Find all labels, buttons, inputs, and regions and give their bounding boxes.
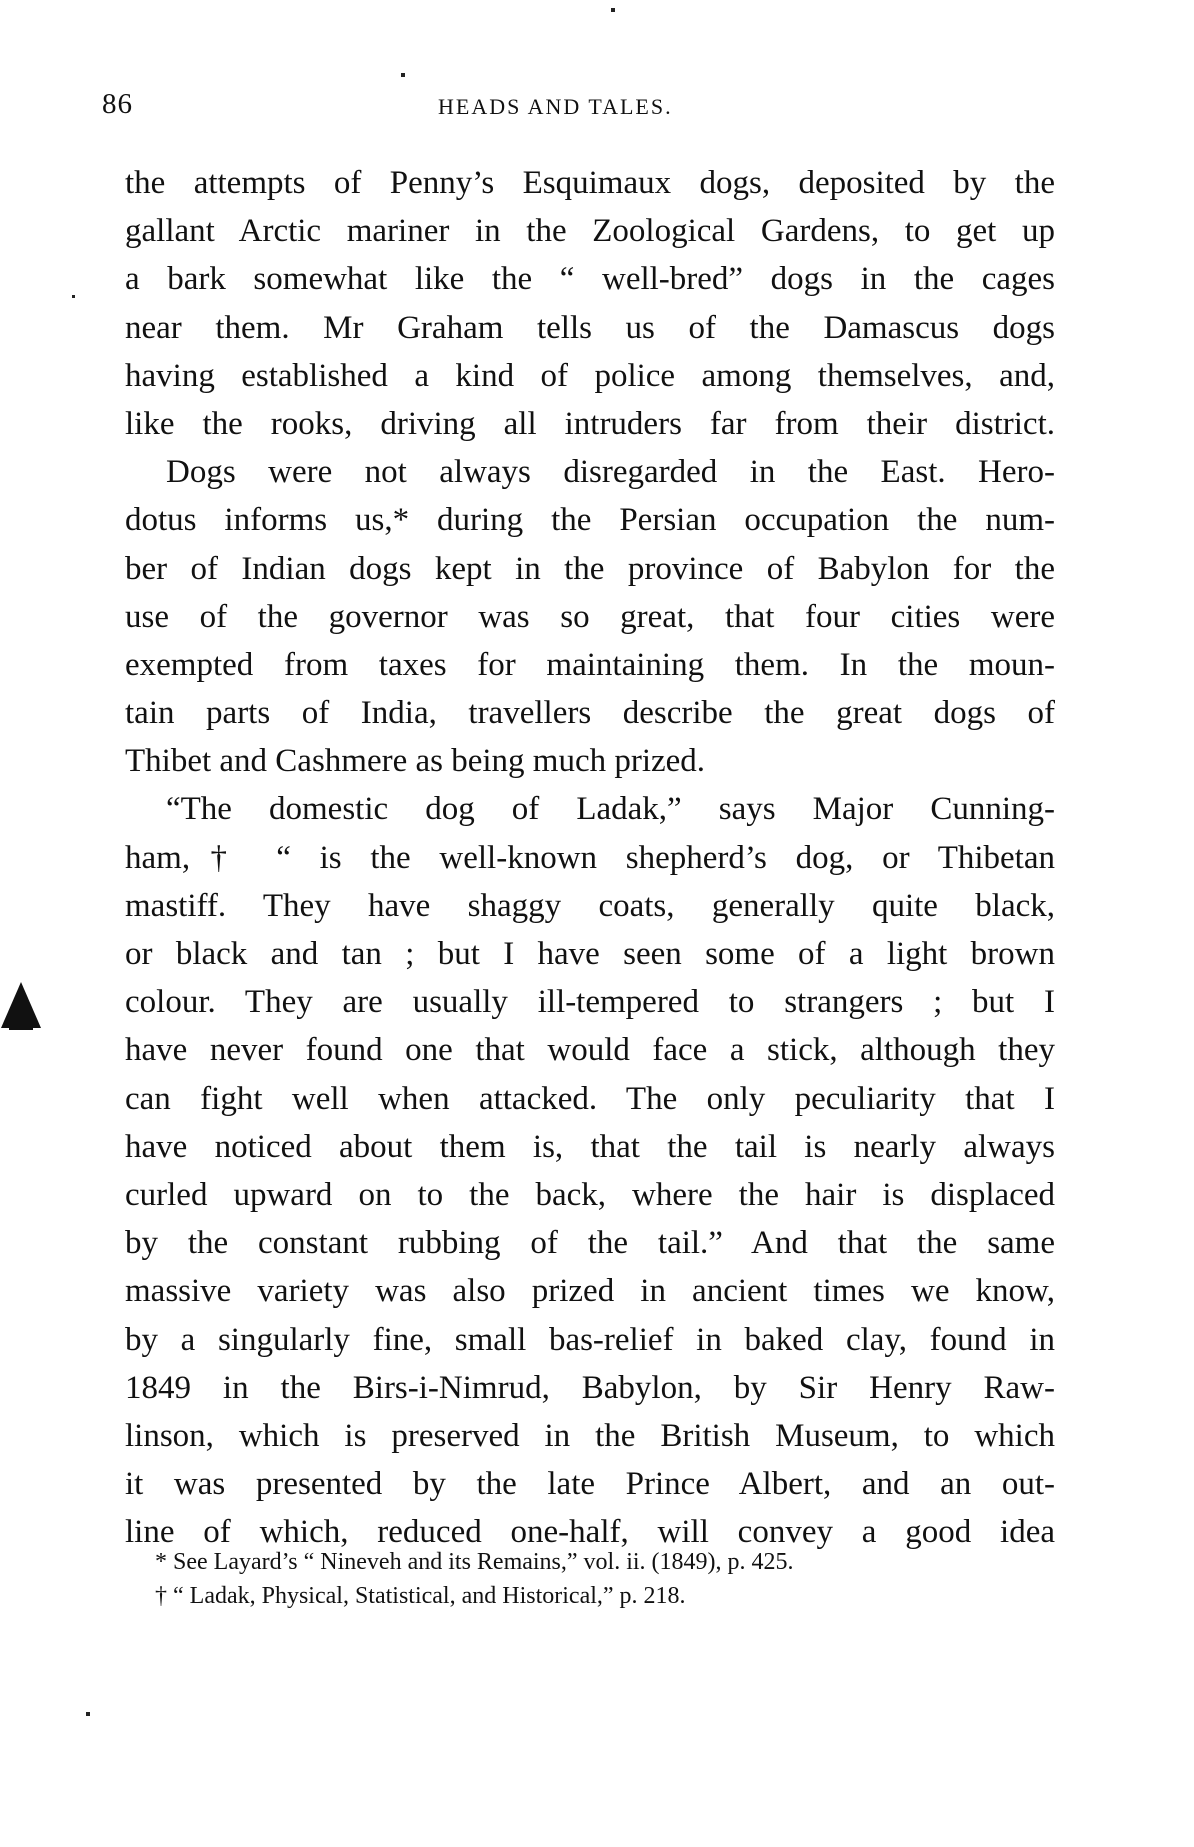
text-line: line of which, reduced one-half, will convey a good idea [125, 1514, 1055, 1551]
body-text [125, 159, 1055, 1556]
page-number: 86 [102, 88, 133, 120]
footnote: † “ Ladak, Physical, Statistical, and Historical,” p. 218. [155, 1583, 686, 1609]
text-line: Thibet and Cashmere as being much prized. [125, 743, 706, 780]
text-line: gallant Arctic mariner in the Zoological Gardens, to get up [125, 213, 1055, 250]
text-line: dotus informs us,* during the Persian occupation the num- [125, 502, 1055, 539]
text-line: ham,† “ is the well-known shepherd’s dog, or Thibetan [125, 839, 1055, 876]
text-line: or black and tan ; but I have seen some of a light brown [125, 936, 1055, 972]
text-line: by the constant rubbing of the tail.” And that the same [125, 1225, 1055, 1262]
text-line: ber of Indian dogs kept in the province of Babylon for the [125, 550, 1055, 587]
text-line: “The domestic dog of Ladak,” says Major Cunning- [166, 791, 1055, 828]
running-title: HEADS AND TALES. [438, 94, 673, 119]
text-line: having established a kind of police among themselves, and, [125, 357, 1055, 394]
footnote: * See Layard’s “ Nineveh and its Remains,” vol. ii. (1849), p. 425. [155, 1549, 794, 1575]
text-line: linson, which is preserved in the British Museum, to which [125, 1417, 1055, 1454]
text-line: it was presented by the late Prince Albert, and an out- [125, 1466, 1055, 1503]
speck-mark [86, 1712, 90, 1716]
text-line: the attempts of Penny’s Esquimaux dogs, deposited by the [125, 165, 1055, 201]
text-line: Dogs were not always disregarded in the East. Hero- [166, 454, 1055, 491]
text-line: have noticed about them is, that the tail is nearly always [125, 1128, 1055, 1165]
text-line: near them. Mr Graham tells us of the Damascus dogs [125, 309, 1055, 346]
footnotes [155, 1545, 1055, 1613]
text-line: curled upward on to the back, where the hair is displaced [125, 1176, 1055, 1213]
text-line: tain parts of India, travellers describe the great dogs of [125, 695, 1055, 732]
text-line: exempted from taxes for maintaining them. In the moun- [125, 646, 1055, 683]
speck-mark [611, 8, 615, 12]
speck-mark [72, 295, 75, 298]
text-line: can fight well when attacked. The only peculiarity that I [125, 1080, 1055, 1117]
text-line: a bark somewhat like the “ well-bred” dogs in the cages [125, 261, 1055, 298]
page-marker-base [9, 1016, 33, 1030]
text-line: 1849 in the Birs-i-Nimrud, Babylon, by Sir Henry Raw- [125, 1369, 1055, 1406]
speck-mark [401, 73, 405, 77]
text-line: like the rooks, driving all intruders far from their district. [125, 405, 1055, 442]
text-line: massive variety was also prized in ancient times we know, [125, 1273, 1055, 1310]
text-line: use of the governor was so great, that four cities were [125, 598, 1055, 635]
text-line: colour. They are usually ill-tempered to strangers ; but I [125, 984, 1055, 1021]
text-line: by a singularly fine, small bas-relief in baked clay, found in [125, 1321, 1055, 1358]
text-line: have never found one that would face a stick, although they [125, 1032, 1055, 1069]
text-line: mastiff. They have shaggy coats, generally quite black, [125, 887, 1055, 924]
